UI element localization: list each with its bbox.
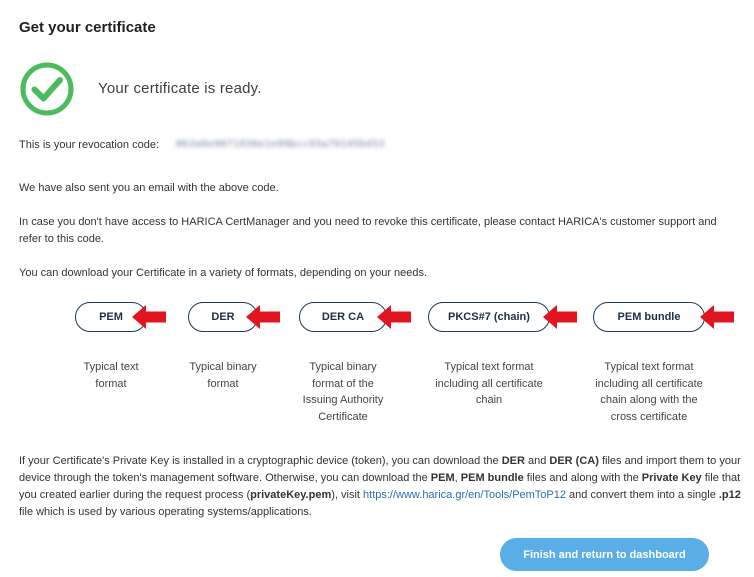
support-note: In case you don't have access to HARICA CertManager and you need to revoke this certificate, please contact HARICA's customer support and refer to this code. [19,216,717,245]
revocation-code: 063a9e9071930e1e99bcc93a79145bd33 [176,139,385,150]
download-pem-bundle-button[interactable]: PEM bundle [593,302,705,332]
der-ca-description: Typical binary format of the Issuing Authority Certificate [302,361,384,423]
arrow-left-icon [375,303,413,331]
download-pkcs7-chain-button[interactable]: PKCS#7 (chain) [428,302,550,332]
status-message: Your certificate is ready. [98,80,262,97]
arrow-left-icon [130,303,168,331]
arrow-left-icon [541,303,579,331]
arrow-left-icon [244,303,282,331]
footer-instructions: If your Certificate's Private Key is installed in a cryptographic device (token), you can download the DER and DER (CA) files and import them to your device through the token's management software. Otherwise, you can download the PEM, PEM bundle files and along with the Private Key file that you created earlier during the request process (privateKey.pem), visit https://www.harica.gr/en/Tools/PemToP12 and convert them into a single .p12 file which is used by various operating systems/applications. [19,455,741,518]
download-note: You can download your Certificate in a variety of formats, depending on your needs. [19,267,428,279]
pkcs7-description: Typical text format including all certificate chain [435,361,543,406]
download-der-ca-button[interactable]: DER CA [299,302,387,332]
email-note: We have also sent you an email with the above code. [19,182,279,194]
finish-dashboard-button[interactable]: Finish and return to dashboard [500,538,709,571]
page-title: Get your certificate [19,19,156,36]
pem-description: Typical text format [83,361,139,390]
check-circle-icon [20,62,74,116]
arrow-left-icon [698,303,736,331]
download-pem-button[interactable]: PEM [75,302,147,332]
der-description: Typical binary format [189,361,257,390]
download-der-button[interactable]: DER [188,302,258,332]
pem-to-p12-link[interactable]: https://www.harica.gr/en/Tools/PemToP12 [363,489,566,501]
pem-bundle-description: Typical text format including all certificate chain along with the cross certificate [595,361,703,423]
revocation-label: This is your revocation code: [19,139,160,151]
